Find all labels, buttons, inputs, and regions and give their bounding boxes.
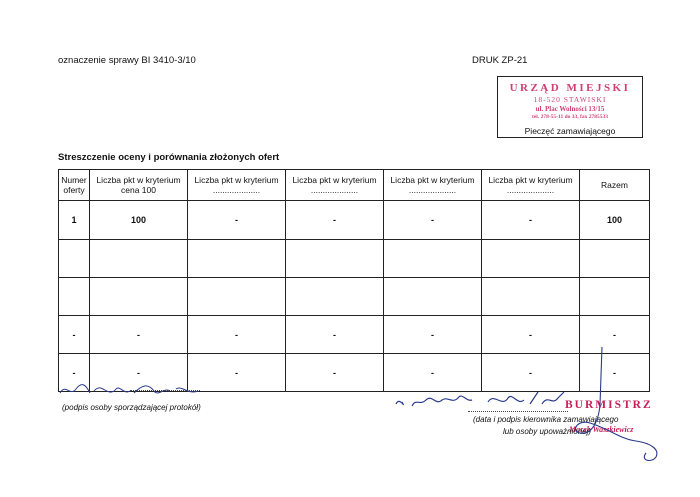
stamp-line-1: URZĄD MIEJSKI: [509, 82, 631, 94]
table-cell: -: [286, 201, 384, 240]
table-cell: 100: [580, 201, 650, 240]
table-cell: [59, 278, 90, 316]
table-cell: -: [59, 354, 90, 392]
preparer-signature-line: [130, 390, 200, 391]
table-cell: -: [59, 316, 90, 354]
table-cell: -: [580, 354, 650, 392]
table-cell: [188, 240, 286, 278]
table-cell: -: [482, 354, 580, 392]
table-cell: -: [384, 201, 482, 240]
table-cell: [188, 278, 286, 316]
approver-caption-line-1: (data i podpis kierownika zamawiającego: [473, 415, 619, 424]
table-cell: -: [384, 316, 482, 354]
table-title: Streszczenie oceny i porównania złożonych ofert: [58, 152, 280, 163]
table-cell: [482, 240, 580, 278]
table-cell: [580, 240, 650, 278]
table-cell: -: [384, 354, 482, 392]
header-criterion-2: Liczba pkt w kryterium ....................: [188, 170, 286, 201]
case-reference: oznaczenie sprawy BI 3410-3/10: [58, 55, 196, 66]
header-criterion-3: Liczba pkt w kryterium ....................: [286, 170, 384, 201]
approver-caption-line-2: lub osoby upoważnionej): [503, 427, 592, 436]
table-cell: [90, 240, 188, 278]
preparer-signature-caption: (podpis osoby sporządzającej protokół): [62, 403, 201, 412]
table-cell: -: [580, 316, 650, 354]
table-cell: [384, 278, 482, 316]
table-cell: [90, 278, 188, 316]
header-criterion-5: Liczba pkt w kryterium ....................: [482, 170, 580, 201]
table-cell: [59, 240, 90, 278]
header-offer-number: Numer oferty: [59, 170, 90, 201]
table-cell: [482, 278, 580, 316]
header-total: Razem: [580, 170, 650, 201]
table-row: [59, 201, 650, 240]
approver-signature-scribble: [560, 345, 670, 465]
table-cell: -: [286, 354, 384, 392]
office-stamp: [504, 82, 636, 120]
table-cell: [580, 278, 650, 316]
table-cell: [286, 278, 384, 316]
table-cell: [286, 240, 384, 278]
stamp-caption: Pieczęć zamawiającego: [524, 126, 616, 136]
header-criterion-price: Liczba pkt w kryterium cena 100: [90, 170, 188, 201]
stamp-box: [497, 76, 643, 138]
table-cell: [384, 240, 482, 278]
form-code: DRUK ZP-21: [472, 55, 528, 66]
table-cell: 100: [90, 201, 188, 240]
table-cell: -: [188, 354, 286, 392]
table-cell: -: [188, 316, 286, 354]
stamp-line-3: ul. Plac Wolności 13/15: [535, 105, 605, 113]
table-cell: -: [90, 354, 188, 392]
mayor-stamp-name: Marek Waszkiewicz: [569, 425, 634, 434]
stamp-line-2: 18-520 STAWISKI: [533, 95, 607, 104]
table-cell: -: [482, 201, 580, 240]
header-criterion-4: Liczba pkt w kryterium ....................: [384, 170, 482, 201]
table-row: [59, 278, 650, 316]
stamp-line-4: tel. 278-55-11 do 33, fax 2785533: [532, 114, 608, 120]
table-cell: -: [90, 316, 188, 354]
approver-date-signature: [392, 386, 582, 412]
approver-signature-line: [468, 411, 568, 412]
table-cell: -: [482, 316, 580, 354]
table-row: [59, 240, 650, 278]
table-header-row: [59, 170, 650, 201]
mayor-stamp-title: BURMISTRZ: [565, 399, 653, 411]
table-cell: 1: [59, 201, 90, 240]
table-cell: -: [286, 316, 384, 354]
table-cell: -: [188, 201, 286, 240]
